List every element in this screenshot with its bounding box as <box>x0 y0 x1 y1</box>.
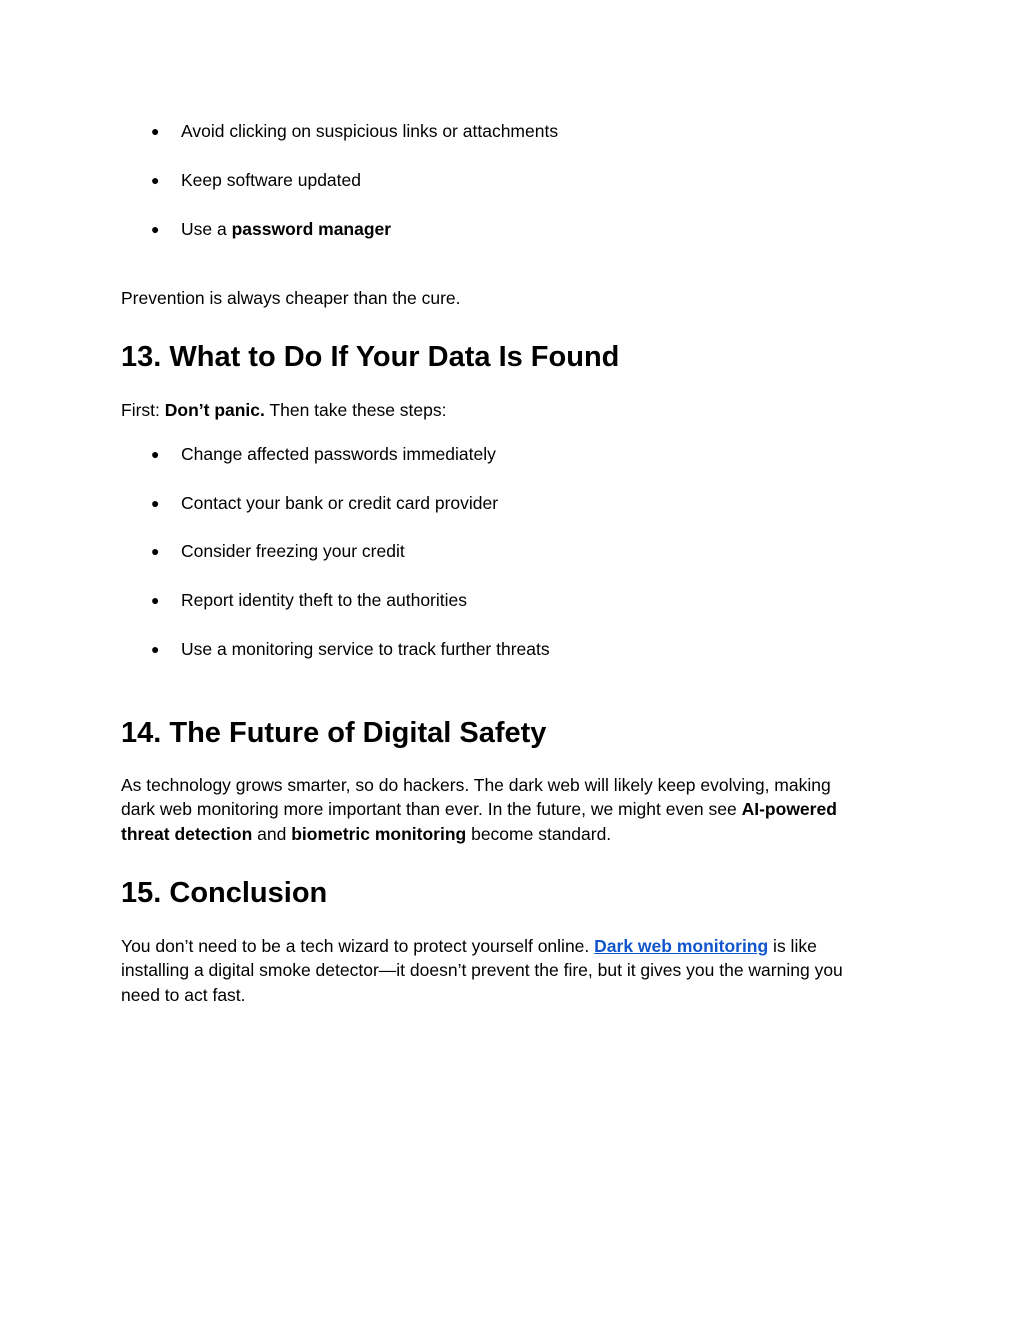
paragraph-line: As technology grows smarter, so do hackers. The dark web will likely keep evolving, making <box>121 775 831 795</box>
bullet-icon: ● <box>151 592 160 608</box>
line-text: become standard. <box>466 823 612 844</box>
paragraph-line <box>121 797 891 821</box>
ai-powered-emphasis: AI-powered <box>741 799 837 820</box>
section-14-heading: 14. The Future of Digital Safety <box>121 717 547 749</box>
section-13-intro <box>121 398 891 422</box>
prevention-note: Prevention is always cheaper than the cure. <box>121 288 461 308</box>
password-manager-emphasis: password manager <box>231 219 392 239</box>
list-item-text: Change affected passwords immediately <box>181 444 496 464</box>
section-13-heading: 13. What to Do If Your Data Is Found <box>121 341 620 373</box>
section-14-paragraph <box>121 773 891 846</box>
threat-detection-emphasis: threat detection <box>121 823 253 844</box>
list-item-text: Use a monitoring service to track further threats <box>181 639 550 659</box>
dark-web-monitoring-link[interactable]: Dark web monitoring <box>594 936 769 956</box>
bullet-icon: ● <box>151 221 160 237</box>
paragraph-line: need to act fast. <box>121 984 246 1005</box>
list-item-text <box>181 218 391 240</box>
paragraph-line <box>121 934 891 958</box>
line-text: dark web monitoring more important than ever. In the future, we might even see <box>121 799 742 820</box>
section-15-heading: 15. Conclusion <box>121 877 328 909</box>
list-item-text: Avoid clicking on suspicious links or attachments <box>181 121 559 141</box>
list-item-text: Contact your bank or credit card provider <box>181 493 499 513</box>
conclusion-paragraph <box>121 934 891 1007</box>
bullet-icon: ● <box>151 172 160 188</box>
bullet-icon: ● <box>151 123 160 139</box>
intro-prefix: First: <box>121 400 165 420</box>
list-item-prefix: Use a <box>181 219 232 239</box>
bullet-icon: ● <box>151 495 160 511</box>
line-text: You don’t need to be a tech wizard to protect yourself online. <box>121 936 595 956</box>
biometric-monitoring-emphasis: biometric monitoring <box>291 823 467 844</box>
bullet-icon: ● <box>151 446 160 462</box>
line-text: is like <box>768 936 817 956</box>
line-text: and <box>252 823 292 844</box>
list-item-text: Report identity theft to the authorities <box>181 590 467 610</box>
dont-panic-emphasis: Don’t panic. <box>164 400 265 420</box>
bullet-icon: ● <box>151 543 160 559</box>
list-item-text: Keep software updated <box>181 170 361 190</box>
paragraph-line: installing a digital smoke detector—it doesn’t prevent the fire, but it gives you the warning you <box>121 960 843 981</box>
list-item-text: Consider freezing your credit <box>181 541 405 561</box>
paragraph-line <box>121 822 891 846</box>
bullet-icon: ● <box>151 641 160 657</box>
intro-suffix: Then take these steps: <box>264 400 447 420</box>
